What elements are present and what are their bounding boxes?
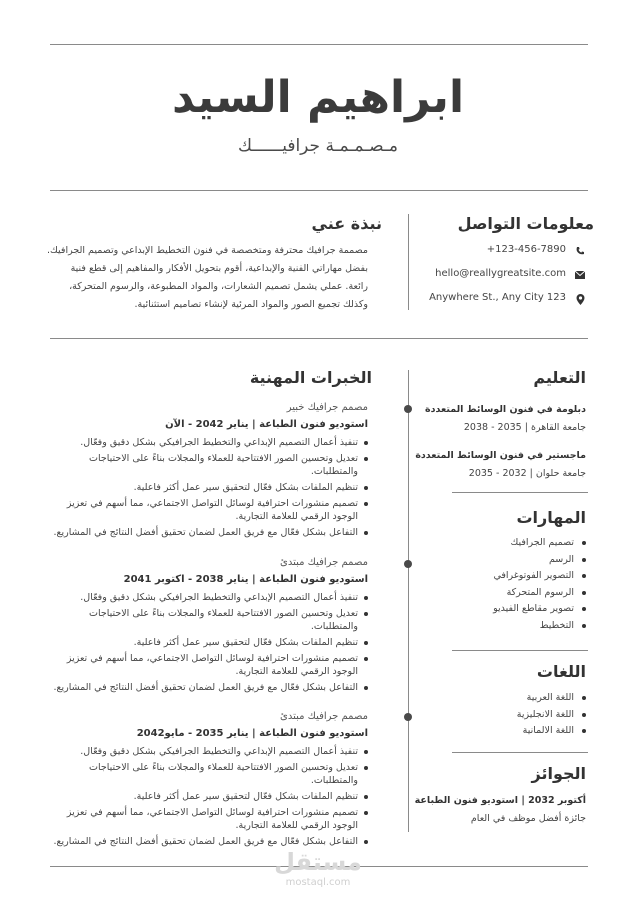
list-item: التصوير الفوتوغرافي: [436, 568, 586, 584]
contact-address: Anywhere St., Any City 123: [436, 292, 586, 308]
about-line: رائعة. عملي يشمل تصميم الشعارات، والمواد المطبوعة، والرسوم المتحركة،: [69, 281, 368, 292]
phone-icon: [574, 245, 586, 257]
list-item: تعديل وتحسين الصور الافتتاحية للعملاء والمجلات بناءً على الاحتياجات والمتطلبات.: [52, 607, 368, 633]
contact-heading: معلومات التواصل: [458, 214, 594, 233]
languages-list: [436, 690, 586, 740]
list-item: تصوير مقاطع الفيديو: [436, 601, 586, 617]
mid-divider: [50, 338, 588, 339]
list-item: تصميم منشورات احترافية لوسائل التواصل الاجتماعي، مما أسهم في تعزيز الوجود الرقمي للعلامة التجارية.: [52, 497, 368, 523]
section-divider: [452, 650, 588, 651]
list-item: اللغة الالمانية: [436, 723, 586, 739]
about-line: وكذلك تجميع الصور والمواد المرئية لإنشاء تصاميم استثنائية.: [134, 299, 368, 310]
timeline-dot: [404, 560, 412, 568]
list-item: تعديل وتحسين الصور الافتتاحية للعملاء والمجلات بناءً على الاحتياجات والمتطلبات.: [52, 452, 368, 478]
list-item: الرسوم المتحركة: [436, 585, 586, 601]
header-divider: [50, 190, 588, 191]
job-bullets: [52, 745, 368, 848]
education-heading: التعليم: [533, 368, 586, 387]
top-divider: [50, 44, 588, 45]
award-item: أكتوبر 2032 | استوديو فنون الطباعة جائزة أفضل موظف في العام: [414, 795, 586, 824]
about-line: مصممة جرافيك محترفة ومتخصصة في فنون التخطيط الإبداعي وتصميم الجرافيك.: [47, 245, 368, 256]
about-line: بفضل مهاراتي الفنية والإبداعية، أقوم بتحويل الأفكار والمفاهيم إلى قطع فنية: [70, 263, 368, 274]
timeline-dot: [404, 713, 412, 721]
mail-icon: [574, 269, 586, 281]
list-item: تنفيذ أعمال التصميم الإبداعي والتخطيط الجرافيكي بشكل دقيق وفعّال.: [52, 436, 368, 449]
about-heading: نبذة عني: [312, 214, 382, 233]
timeline-line: [408, 370, 409, 832]
list-item: تصميم منشورات احترافية لوسائل التواصل الاجتماعي، مما أسهم في تعزيز الوجود الرقمي للعلامة التجارية.: [52, 806, 368, 832]
list-item: تصميم منشورات احترافية لوسائل التواصل الاجتماعي، مما أسهم في تعزيز الوجود الرقمي للعلامة التجارية.: [52, 652, 368, 678]
list-item: تنظيم الملفات بشكل فعّال لتحقيق سير عمل أكثر فاعلية.: [52, 481, 368, 494]
about-text: [47, 242, 368, 314]
list-item: تنفيذ أعمال التصميم الإبداعي والتخطيط الجرافيكي بشكل دقيق وفعّال.: [52, 745, 368, 758]
job-title: مـصـمـمـة جرافيــــــك: [237, 136, 399, 156]
list-item: تصميم الجرافيك: [436, 535, 586, 551]
list-item: الرسم: [436, 552, 586, 568]
section-divider: [452, 752, 588, 753]
contact-phone: +123-456-7890: [436, 244, 586, 260]
list-item: التخطيط: [436, 618, 586, 634]
list-item: تنظيم الملفات بشكل فعّال لتحقيق سير عمل أكثر فاعلية.: [52, 790, 368, 803]
list-item: اللغة الانجليزية: [436, 707, 586, 723]
awards-heading: الجوائز: [532, 764, 587, 783]
contact-email: hello@reallygreatsite.com: [436, 268, 586, 284]
person-name: ابراهيم السيد: [171, 72, 465, 123]
skills-list: [436, 535, 586, 634]
list-item: تنظيم الملفات بشكل فعّال لتحقيق سير عمل أكثر فاعلية.: [52, 636, 368, 649]
languages-heading: اللغات: [537, 662, 586, 681]
experience-heading: الخبرات المهنية: [250, 368, 372, 387]
job-entry: مصمم جرافيك مبتدئ استوديو فنون الطباعة | يناير 2035 - مايو2042 تنفيذ أعمال التصميم الإبداعي والتخطيط الجرافيكي بشكل دقيق وفعّال. تعديل وتحسين الصور الافتتاحية للعملاء والمجلات بناءً على الاحتياجات والمتطلبات. تنظيم الملفات بشكل فعّال لتحقيق سير عمل أكثر فاعلية. تصميم منشورات احترافية لوسائل التواصل الاجتماعي، مما أسهم في تعزيز الوجود الرقمي للعلامة التجارية. التفاعل بشكل فعّال مع فريق العمل لضمان تحقيق أفضل النتائج في المشاريع.: [53, 711, 368, 847]
section-divider: [452, 492, 588, 493]
list-item: اللغة العربية: [436, 690, 586, 706]
list-item: تعديل وتحسين الصور الافتتاحية للعملاء والمجلات بناءً على الاحتياجات والمتطلبات.: [52, 761, 368, 787]
list-item: التفاعل بشكل فعّال مع فريق العمل لضمان تحقيق أفضل النتائج في المشاريع.: [52, 526, 368, 539]
list-item: التفاعل بشكل فعّال مع فريق العمل لضمان تحقيق أفضل النتائج في المشاريع.: [52, 835, 368, 848]
watermark-logo: مستقل: [274, 848, 362, 876]
job-entry: مصمم جرافيك خبير استوديو فنون الطباعة | يناير 2042 - الآن تنفيذ أعمال التصميم الإبداعي والتخطيط الجرافيكي بشكل دقيق وفعّال. تعديل وتحسين الصور الافتتاحية للعملاء والمجلات بناءً على الاحتياجات والمتطلبات. تنظيم الملفات بشكل فعّال لتحقيق سير عمل أكثر فاعلية. تصميم منشورات احترافية لوسائل التواصل الاجتماعي، مما أسهم في تعزيز الوجود الرقمي للعلامة التجارية. التفاعل بشكل فعّال مع فريق العمل لضمان تحقيق أفضل النتائج في المشاريع.: [53, 402, 368, 538]
contact-about-divider: [408, 214, 409, 310]
job-bullets: [52, 436, 368, 539]
education-item: ماجستير في فنون الوسائط المتعددة جامعة حلوان | 2032 - 2035: [415, 450, 586, 479]
job-bullets: [52, 591, 368, 694]
education-item: دبلومة في فنون الوسائط المتعددة جامعة القاهرة | 2035 - 2038: [425, 404, 586, 433]
list-item: تنفيذ أعمال التصميم الإبداعي والتخطيط الجرافيكي بشكل دقيق وفعّال.: [52, 591, 368, 604]
timeline-dot: [404, 405, 412, 413]
location-icon: [574, 293, 586, 305]
list-item: التفاعل بشكل فعّال مع فريق العمل لضمان تحقيق أفضل النتائج في المشاريع.: [52, 681, 368, 694]
job-entry: مصمم جرافيك مبتدئ استوديو فنون الطباعة | يناير 2038 - اكتوبر 2041 تنفيذ أعمال التصميم الإبداعي والتخطيط الجرافيكي بشكل دقيق وفعّال. تعديل وتحسين الصور الافتتاحية للعملاء والمجلات بناءً على الاحتياجات والمتطلبات. تنظيم الملفات بشكل فعّال لتحقيق سير عمل أكثر فاعلية. تصميم منشورات احترافية لوسائل التواصل الاجتماعي، مما أسهم في تعزيز الوجود الرقمي للعلامة التجارية. التفاعل بشكل فعّال مع فريق العمل لضمان تحقيق أفضل النتائج في المشاريع.: [53, 557, 368, 693]
watermark-site: mostaql.com: [285, 877, 351, 888]
skills-heading: المهارات: [516, 508, 586, 527]
